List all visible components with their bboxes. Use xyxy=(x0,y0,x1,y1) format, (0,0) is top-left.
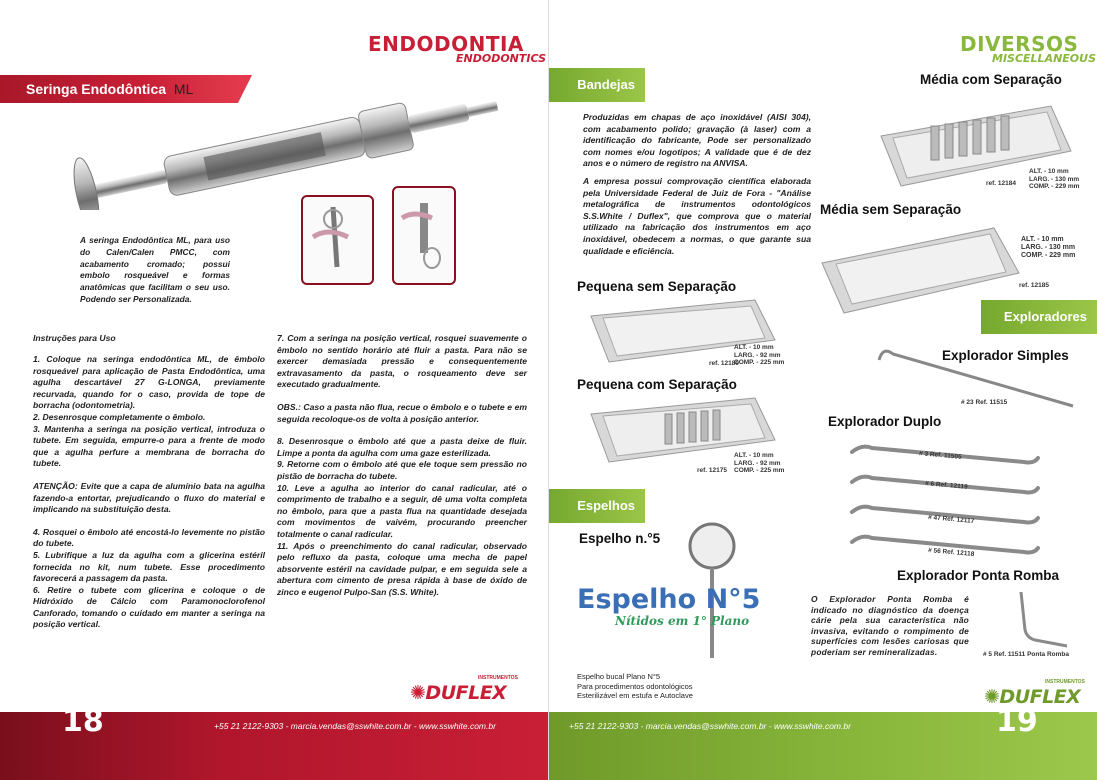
explorer-round-description: O Explorador Ponta Romba é indicado no diagnóstico da doença cárie pela sua característica não invasiva, evitando o rompimento de superfícies com lesões cariosas que poderiam ser remineralizadas. xyxy=(811,594,969,657)
syringe-image xyxy=(55,100,535,210)
instruction-step: 2. Desenrosque completamente o êmbolo. xyxy=(33,411,206,422)
tab-bandejas: Bandejas xyxy=(549,68,645,102)
usage-image-1 xyxy=(301,195,374,285)
trays-description xyxy=(583,112,811,257)
right-page xyxy=(549,0,1097,780)
page-number: 18 xyxy=(62,704,104,739)
tray-ref: ref. 12184 xyxy=(986,180,1016,187)
explorer-ref: # 5 Ref. 11511 Ponta Romba xyxy=(983,651,1069,658)
tray-title: Média com Separação xyxy=(920,72,1062,87)
tray-spec: ALT. - 10 mm LARG. - 92 mm COMP. - 225 mm xyxy=(734,344,785,366)
instruction-warning: ATENÇÃO: Evite que a capa de alumínio bata na agulha fazendo-a entortar, prejudicando o fluxo do material e implicando na substituição desta. xyxy=(33,480,265,515)
tray-spec: ALT. - 10 mm LARG. - 130 mm COMP. - 229 mm xyxy=(1021,236,1076,259)
explorer-round-image xyxy=(981,590,1071,650)
instruction-step: 3. Mantenha a seringa na posição vertical, introduza o tubete. Em seguida, empurre-o para a frente de modo que a agulha perfure a membrana de borracha do tubete. xyxy=(33,423,265,469)
footer-right xyxy=(549,704,1097,780)
left-page xyxy=(0,0,548,780)
tray-ref: ref. 12180 xyxy=(709,360,739,367)
instruction-note: OBS.: Caso a pasta não flua, recue o êmbolo e o tubete e em seguida recoloque-os de volta à posição anterior. xyxy=(277,401,527,424)
explorer-ref: # 3 Ref. 11505 xyxy=(918,450,962,461)
product-title-bar xyxy=(0,75,238,103)
instruction-step: 10. Leve a agulha ao interior do canal radicular, até o comprimento de trabalho e a seguir, dê uma volta completa no êmbolo, para que a pasta flua na quantidade desejada com movimentos de vaivém, procurando preencher totalmente o canal radicular. xyxy=(277,482,527,539)
mirror-brand-slogan: Nítidos em 1° Plano xyxy=(615,614,750,628)
tab-exploradores: Exploradores xyxy=(981,300,1097,334)
duflex-logo: ✺DUFLEX xyxy=(984,686,1081,708)
explorer-ref: # 56 Ref. 12118 xyxy=(927,546,975,559)
mirror-caption: Espelho bucal Plano N°5 Para procedimentos odontológicos Esterilizável em estufa e Autoclave xyxy=(577,672,693,700)
instruction-step: 5. Lubrifique a luz da agulha com a glicerina estéril fornecida no kit, num tubete. Esse procedimento favorecerá a passagem da pasta. xyxy=(33,549,265,584)
mirror-title: Espelho n.°5 xyxy=(579,531,661,546)
instruction-step: 7. Com a seringa na posição vertical, rosquei suavemente o êmbolo no sentido horário até fluir a pasta. Para não se exercer demasiada pressão e consequentemente extravasamento da pasta, o rosqueamento deve ser executado gradualmente. xyxy=(277,333,527,390)
tray-title: Pequena sem Separação xyxy=(577,279,737,294)
instruction-step: 6. Retire o tubete com glicerina e coloque o de Hidróxido de Cálcio com Paramonoclorofenol Canforado, tomando o cuidado em manter a seringa na posição vertical. xyxy=(33,584,265,630)
tray-spec: ALT. - 10 mm LARG. - 92 mm COMP. - 225 mm xyxy=(734,452,785,474)
logo-tag: INSTRUMENTOS xyxy=(1045,679,1085,685)
instructions-col1 xyxy=(33,354,265,631)
explorer-ref: # 6 Ref. 12119 xyxy=(924,480,968,491)
tray-ref: ref. 12175 xyxy=(697,467,727,474)
duflex-swirl-icon: ✺ xyxy=(984,686,1000,708)
duflex-swirl-icon: ✺ xyxy=(410,682,426,704)
instruction-step: 9. Retorne com o êmbolo até que ele toque sem pressão no pistão de borracha do tubete. xyxy=(277,459,527,481)
usage-image-2 xyxy=(392,186,456,285)
explorer-title: Explorador Simples xyxy=(942,348,1069,363)
instruction-step: 11. Após o preenchimento do canal radicular, observado pelo refluxo da pasta, coloque uma mecha de papel absorvente estéril na cavidade pulpar, e em seguida sele a abertura com cimento de presa rápida à base de óxido de zinco e eugenol Pulpo-San (S.S. White). xyxy=(277,540,527,597)
duflex-logo: ✺DUFLEX xyxy=(410,682,507,704)
explorer-ref: # 47 Ref. 12117 xyxy=(927,513,975,526)
tab-espelhos: Espelhos xyxy=(549,489,645,523)
tray-ref: ref. 12185 xyxy=(1019,282,1049,289)
instruction-step: 4. Rosquei o êmbolo até encostá-lo levemente no pistão do tubete. xyxy=(33,526,265,549)
section-title: DIVERSOS xyxy=(960,32,1079,56)
footer-contact: +55 21 2122-9303 - marcia.vendas@sswhite.com.br - www.sswhite.com.br xyxy=(569,721,851,731)
section-title: ENDODONTIA xyxy=(368,32,524,56)
instruction-step: 8. Desenrosque o êmbolo até que a pasta deixe de fluir. Limpe a ponta da agulha com uma gaze esterilizada. xyxy=(277,436,527,458)
explorer-ref: # 23 Ref. 11515 xyxy=(961,399,1008,406)
explorer-title: Explorador Duplo xyxy=(828,414,942,429)
section-subtitle: MISCELLANEOUS xyxy=(992,52,1097,65)
product-title-light: ML xyxy=(173,81,194,97)
mirror-brand-logo: Espelho N°5 xyxy=(577,584,761,615)
tray-title: Pequena com Separação xyxy=(577,377,737,392)
footer-contact: +55 21 2122-9303 - marcia.vendas@sswhite.com.br - www.sswhite.com.br xyxy=(214,721,496,731)
trays-paragraph: A empresa possui comprovação científica elaborada pela Universidade Federal de Juiz de Fora - "Análise metalográfica de instrumentos odontológicos S.S.White / Duflex", que comprova que o material utilizado na fabricação dos instrumentos em aço inoxidável, obedecem a normas, o que garante sua qualidade e eficiência. xyxy=(583,175,811,256)
footer-left xyxy=(0,704,548,780)
title-bar-tip xyxy=(238,75,252,103)
instructions-title: Instruções para Uso xyxy=(33,333,116,343)
tray-spec: ALT. - 10 mm LARG. - 130 mm COMP. - 229 mm xyxy=(1029,168,1080,190)
section-subtitle: ENDODONTICS xyxy=(456,52,547,65)
trays-paragraph: Produzidas em chapas de aço inoxidável (AISI 304), com acabamento polido; gravação (à laser) com a identificação do fabricante, Pode ser personalizado com nomes e/ou logotipos; A validade que é de dez anos e o número de registro na ANVISA. xyxy=(583,112,811,169)
instructions-col2 xyxy=(277,333,527,598)
logo-tag: INSTRUMENTOS xyxy=(478,675,518,681)
tray-title: Média sem Separação xyxy=(820,202,962,217)
page-number: 19 xyxy=(996,704,1038,739)
product-caption: A seringa Endodôntica ML, para uso do Calen/Calen PMCC, com acabamento cromado; possui embolo rosqueável e formas anatômicas que facilitam o seu uso. Podendo ser Personalizada. xyxy=(80,235,230,304)
product-title-bold: Seringa Endodôntica xyxy=(26,81,167,97)
explorer-title: Explorador Ponta Romba xyxy=(897,568,1060,583)
instruction-step: 1. Coloque na seringa endodôntica ML, de êmbolo rosqueável para aplicação de Pasta Endodôntica, uma agulha descartável 27 G-LONGA, previamente recurvada, quando for o caso, provida de tope de borracha (odontometria). xyxy=(33,354,265,411)
